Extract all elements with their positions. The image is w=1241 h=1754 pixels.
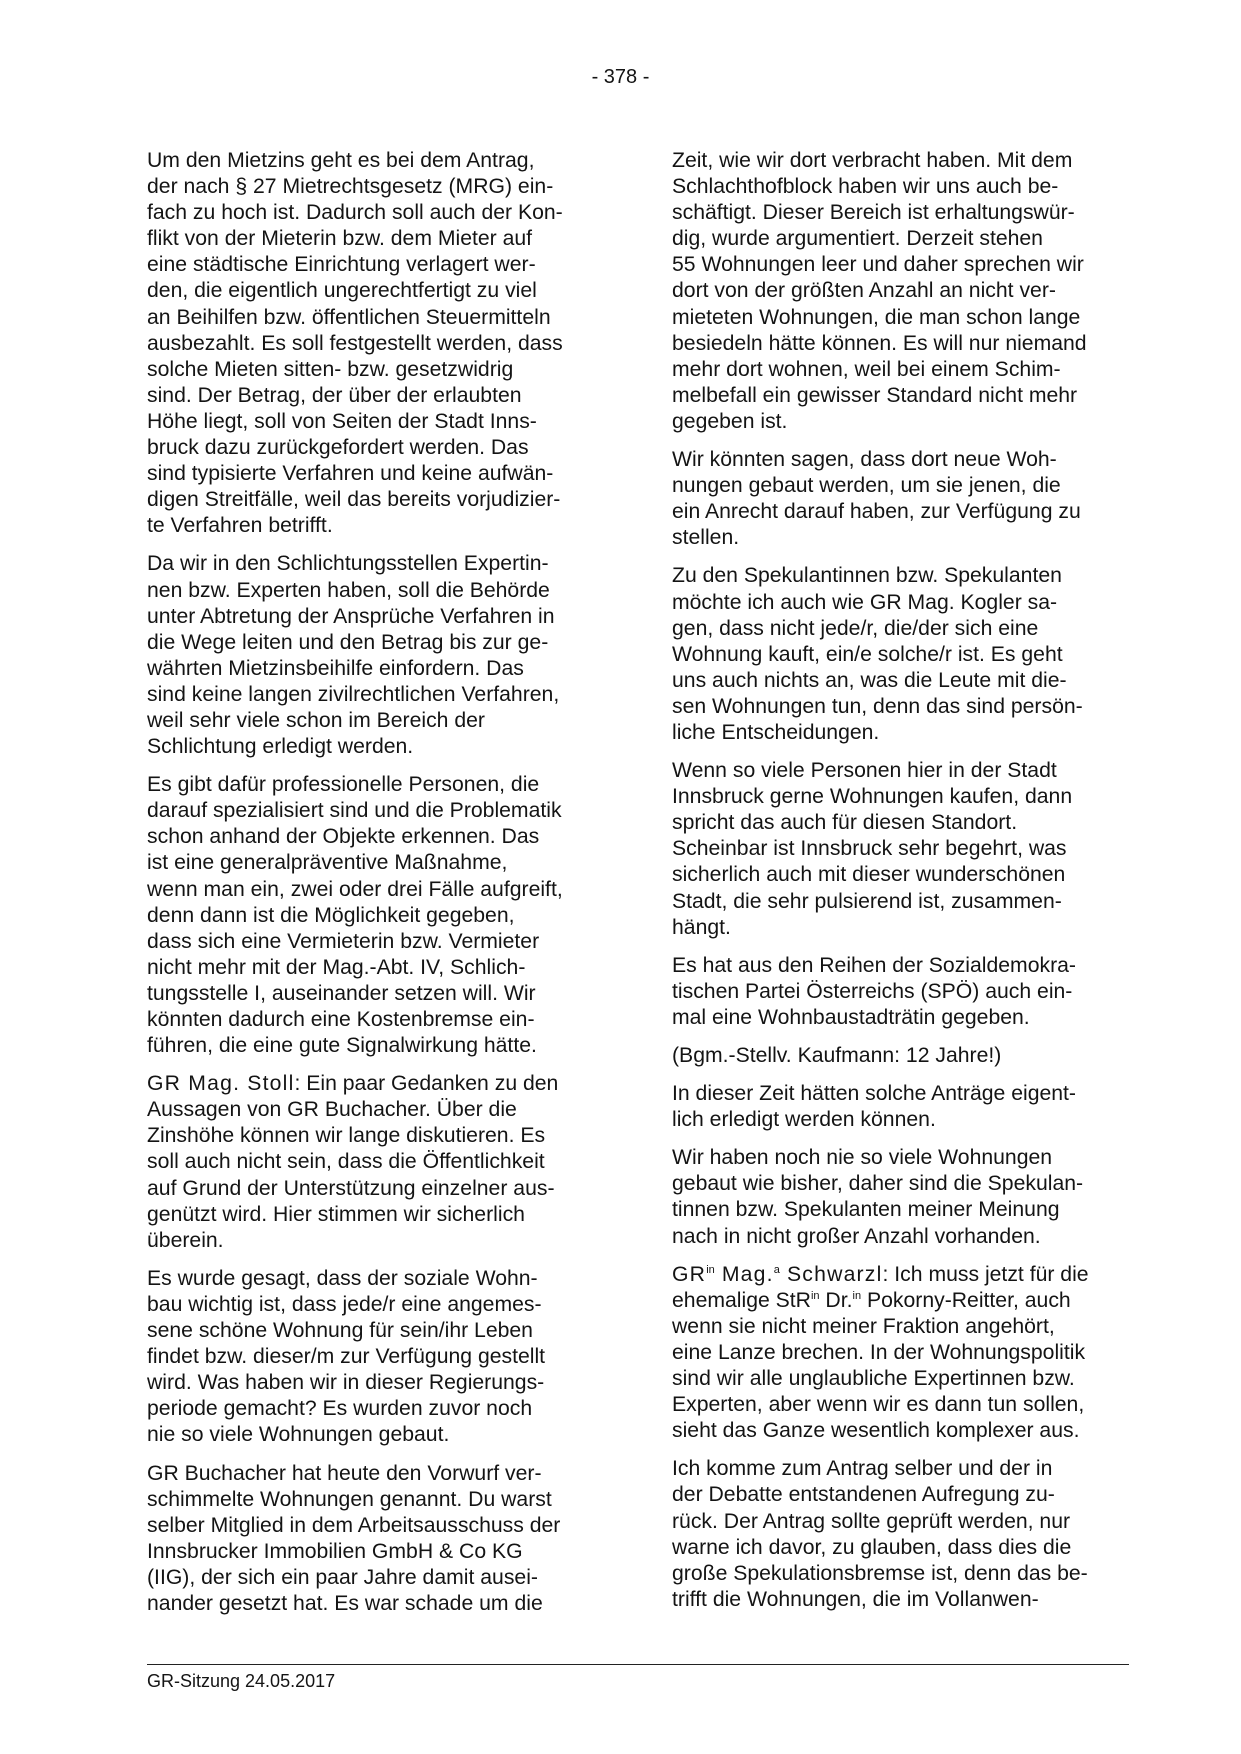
speech-text: Dr. bbox=[819, 1288, 853, 1312]
paragraph: Wenn so viele Personen hier in der Stadt Innsbruck gerne Wohnungen kaufen, dann spricht das auch für diesen Standort. Scheinbar ist Innsbruck sehr begehrt, was sicherlich auch mit dieser wunderschönen Stadt, die sehr pulsierend ist, zusammen- hängt. bbox=[672, 759, 1073, 939]
footer-text: GR-Sitzung 24.05.2017 bbox=[147, 1671, 336, 1691]
speaker-name: GR Mag. Stoll bbox=[147, 1072, 295, 1096]
paragraph: Zeit, wie wir dort verbracht haben. Mit dem Schlachthofblock haben wir uns auch be- schäftigt. Dieser Bereich ist erhaltungswür- dig, wurde argumentiert. Derzeit stehen 55 Wohnungen leer und daher sprechen wir dort von der größten Anzahl an nicht ver- mieteten Wohnungen, die man schon lange besiedeln hätte können. Es will nur niemand mehr dort wohnen, weil bei einem Schim- melbefall ein gewisser Standard nicht mehr gegeben ist. bbox=[672, 149, 1087, 433]
speaker-name: Schwarzl bbox=[779, 1262, 883, 1286]
paragraph: GR Buchacher hat heute den Vorwurf ver- schimmelte Wohnungen genannt. Du warst selber Mitglied in dem Arbeitsausschuss der Innsbrucker Immobilien GmbH & Co KG (IIG), der sich ein paar Jahre damit ausei- nander gesetzt hat. Es war schade um die bbox=[147, 1461, 561, 1615]
speaker-title: GR bbox=[672, 1262, 707, 1286]
left-column bbox=[147, 148, 599, 1629]
superscript: in bbox=[810, 1289, 820, 1302]
paragraph-schwarzl-intro bbox=[672, 1262, 1124, 1445]
paragraph: Es gibt dafür professionelle Personen, die darauf spezialisiert sind und die Problematik schon anhand der Objekte erkennen. Das ist eine generalpräventive Maßnahme, wenn man ein, zwei oder drei Fälle aufgreift, denn dann ist die Möglichkeit gegeben, dass sich eine Vermieterin bzw. Vermieter nicht mehr mit der Mag.-Abt. IV, Schlich- tungsstelle I, auseinander setzen will. Wir könnten dadurch eine Kostenbremse ein- führen, die eine gute Signalwirkung hätte. bbox=[147, 773, 563, 1058]
speech-text: Pokorny-Reitter, auch wenn sie nicht meiner Fraktion angehört, eine Lanze brechen. In der Wohnungspolitik sind wir alle unglaubliche Expertinnen bzw. Experten, aber wenn wir es dann tun sollen, sieht das Ganze wesentlich komplexer aus. bbox=[672, 1288, 1086, 1443]
superscript: a bbox=[773, 1263, 780, 1276]
superscript: in bbox=[852, 1289, 862, 1302]
paragraph: In dieser Zeit hätten solche Anträge eigent- lich erledigt werden können. bbox=[672, 1082, 1076, 1132]
paragraph: Es wurde gesagt, dass der soziale Wohn- bau wichtig ist, dass jede/r eine angemes- sene schöne Wohnung für sein/ihr Leben findet bzw. dieser/m zur Verfügung gestellt wird. Was haben wir in dieser Regierungs- periode gemacht? Es wurden zuvor noch nie so viele Wohnungen gebaut. bbox=[147, 1266, 546, 1447]
superscript: in bbox=[706, 1263, 715, 1276]
paragraph: Ich komme zum Antrag selber und der in der Debatte entstandenen Aufregung zu- rück. Der Antrag sollte geprüft werden, nur warne ich davor, zu glauben, dass dies die große Spekulationsbremse ist, denn das be- trifft die Wohnungen, die im Vollanwen- bbox=[672, 1457, 1088, 1611]
page-number: - 378 - bbox=[591, 66, 650, 88]
paragraph-stoll-intro bbox=[147, 1071, 599, 1254]
paragraph: Da wir in den Schlichtungsstellen Expertin- nen bzw. Experten haben, soll die Behörde unter Abtretung der Ansprüche Verfahren in die Wege leiten und den Betrag bis zur ge- währten Mietzinsbeihilfe einfordern. Das sind keine langen zivilrechtlichen Verfahren, weil sehr viele schon im Bereich der Schlichtung erledigt werden. bbox=[147, 552, 560, 759]
paragraph: Zu den Spekulantinnen bzw. Spekulanten möchte ich auch wie GR Mag. Kogler sa- gen, dass nicht jede/r, die/der sich eine Wohnung kauft, ein/e solche/r ist. Es geht uns auch nichts an, was die Leute mit die- sen Wohnungen tun, denn das sind persön- liche Entscheidungen. bbox=[672, 564, 1083, 744]
paragraph: Es hat aus den Reihen der Sozialdemokra- tischen Partei Österreichs (SPÖ) auch ein- mal eine Wohnbaustadträtin gegeben. bbox=[672, 953, 1076, 1029]
paragraph: Wir haben noch nie so viele Wohnungen gebaut wie bisher, daher sind die Spekulan- tinnen bzw. Spekulanten meiner Meinung nach in nicht großer Anzahl vorhanden. bbox=[672, 1146, 1084, 1248]
interjection: (Bgm.-Stellv. Kaufmann: 12 Jahre!) bbox=[672, 1044, 1002, 1067]
speech-text: : Ein paar Gedanken zu den Aussagen von GR Buchacher. Über die Zinshöhe können wir lange diskutieren. Es soll auch nicht sein, dass die Öffentlichkeit auf Grund der Unterstützung einzelner aus- genützt wird. Hier stimmen wir sicherlich überein. bbox=[147, 1072, 559, 1252]
paragraph: Um den Mietzins geht es bei dem Antrag, der nach § 27 Mietrechtsgesetz (MRG) ein- fach zu hoch ist. Dadurch soll auch der Kon- flikt von der Mieterin bzw. dem Mieter auf eine städtische Einrichtung verlagert wer- den, die eigentlich ungerechtfertigt zu viel an Beihilfen bzw. öffentlichen Steuermitteln ausbezahlt. Es soll festgestellt werden, dass solche Mieten sitten- bzw. gesetzwidrig sind. Der Betrag, der über der erlaubten Höhe liegt, soll von Seiten der Stadt Inns- bruck dazu zurückgefordert werden. Das sind typisierte Verfahren und keine aufwän- digen Streitfälle, weil das bereits vorjudizier- te Verfahren betrifft. bbox=[147, 149, 563, 538]
right-column bbox=[672, 148, 1124, 1625]
speaker-title: Mag. bbox=[714, 1262, 774, 1286]
paragraph: Wir könnten sagen, dass dort neue Woh- nungen gebaut werden, um sie jenen, die ein Anrecht darauf haben, zur Verfügung zu stellen. bbox=[672, 448, 1081, 550]
speech-text: : Ich muss jetzt für die ehemalige StR bbox=[672, 1262, 1089, 1312]
footer-divider bbox=[147, 1664, 1129, 1665]
